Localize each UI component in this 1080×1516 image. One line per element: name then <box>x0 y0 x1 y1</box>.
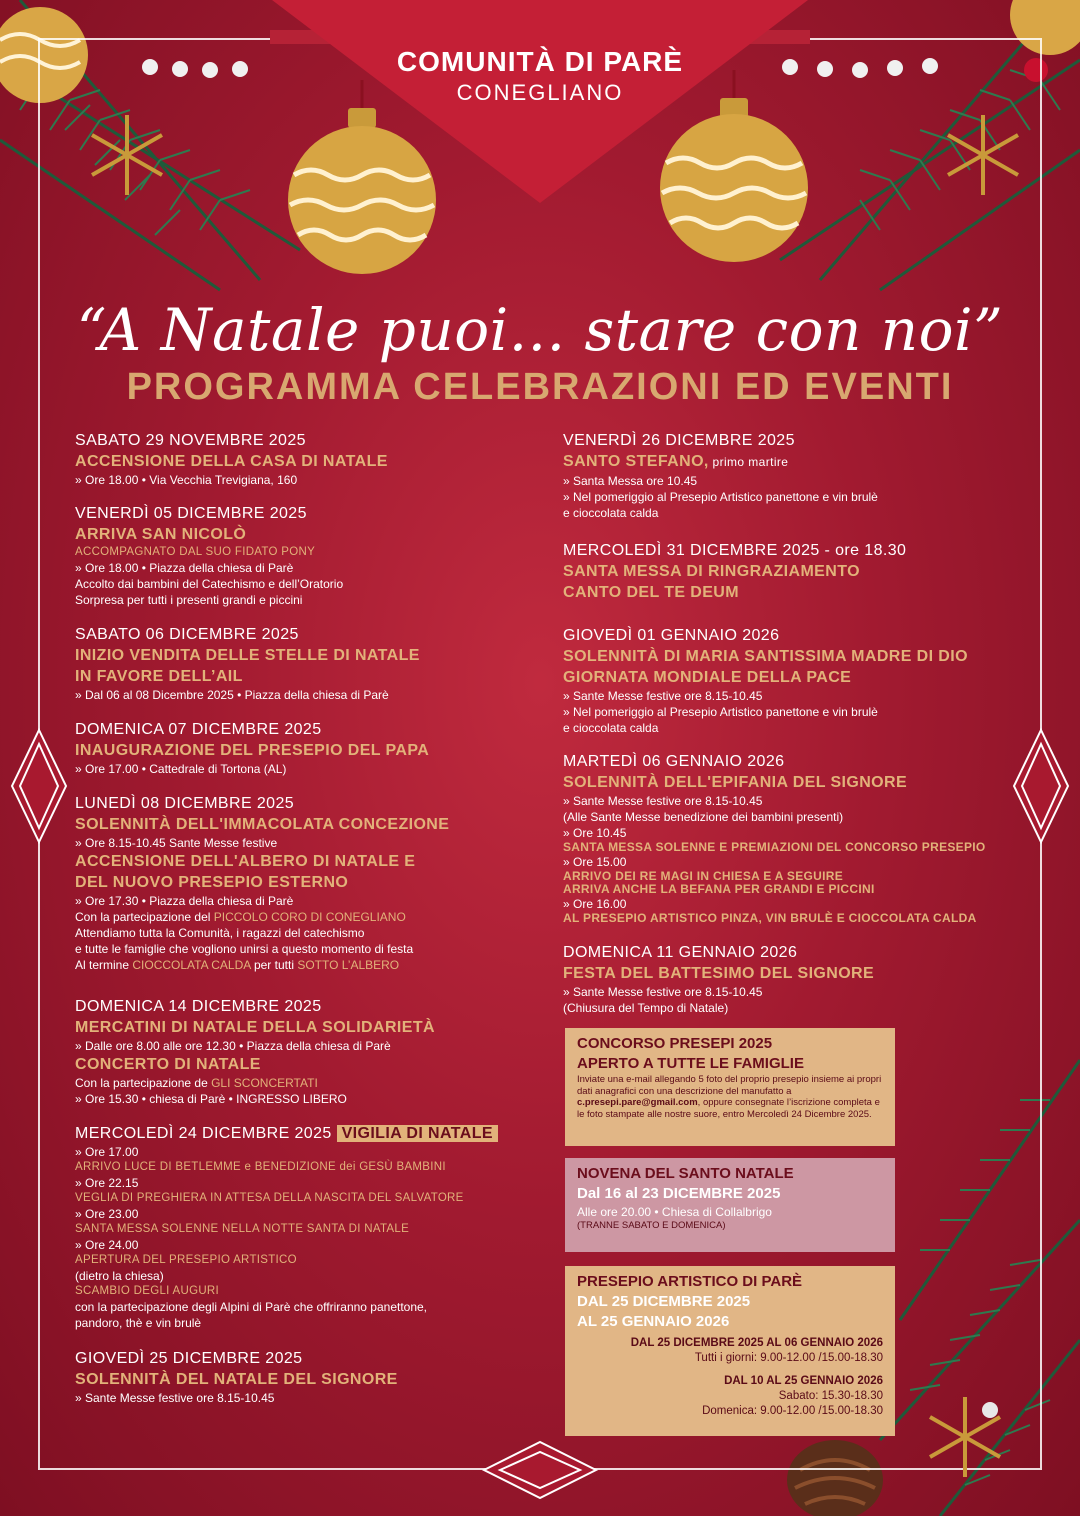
event-08-dic <box>75 794 535 973</box>
event-detail: (dietro la chiesa) <box>75 1269 164 1283</box>
event-title: FESTA DEL BATTESIMO DEL SIGNORE <box>563 965 875 982</box>
event-title: IN FAVORE DELL’AIL <box>75 668 243 685</box>
event-subtitle: SANTA MESSA SOLENNE E PREMIAZIONI DEL CONCORSO PRESEPIO <box>563 840 986 854</box>
event-date: VENERDÌ 05 DICEMBRE 2025 <box>75 505 307 522</box>
event-date <box>75 1124 545 1144</box>
box-dates: DAL 25 DICEMBRE 2025 <box>577 1293 751 1310</box>
event-title: DEL NUOVO PRESEPIO ESTERNO <box>75 874 349 891</box>
event-11-gen <box>563 943 1023 1016</box>
hours-period: DAL 25 DICEMBRE 2025 AL 06 GENNAIO 2026 <box>630 1337 883 1349</box>
title-text: SANTO STEFANO, <box>563 453 709 470</box>
event-detail: Accolto dai bambini del Catechismo e dell’Oratorio <box>75 577 344 591</box>
event-29-nov <box>75 431 535 488</box>
event-title: SOLENNITÀ DI MARIA SANTISSIMA MADRE DI DIO <box>563 648 968 665</box>
text: Al termine <box>75 958 133 972</box>
box-paragraph <box>577 1074 883 1120</box>
event-time: » Ore 22.15 <box>75 1176 139 1190</box>
choir-name: PICCOLO CORO DI CONEGLIANO <box>213 910 406 924</box>
event-25-dic <box>75 1349 535 1406</box>
event-detail: » Ore 15.30 • chiesa di Parè • INGRESSO LIBERO <box>75 1092 347 1106</box>
box-dates: Dal 16 al 23 DICEMBRE 2025 <box>577 1185 781 1202</box>
event-time: » Ore 16.00 <box>563 897 627 911</box>
hours-detail: Domenica: 9.00-12.00 /15.00-18.30 <box>702 1405 883 1417</box>
event-time: » Ore 23.00 <box>75 1207 139 1221</box>
community-title: COMUNITÀ DI PARÈ <box>396 46 684 77</box>
community-subtitle: CONEGLIANO <box>456 80 624 105</box>
event-title: GIORNATA MONDIALE DELLA PACE <box>563 669 852 686</box>
event-detail: » Dal 06 al 08 Dicembre 2025 • Piazza della chiesa di Parè <box>75 688 389 702</box>
event-time: » Ore 10.45 <box>563 826 627 840</box>
event-detail: e cioccolata calda <box>563 721 659 735</box>
hours-detail: Tutti i giorni: 9.00-12.00 /15.00-18.30 <box>694 1352 883 1364</box>
event-title: INAUGURAZIONE DEL PRESEPIO DEL PAPA <box>75 742 430 759</box>
event-title: INIZIO VENDITA DELLE STELLE DI NATALE <box>75 647 420 664</box>
event-subtitle: APERTURA DEL PRESEPIO ARTISTICO <box>75 1254 297 1266</box>
event-title: ACCENSIONE DELL'ALBERO DI NATALE E <box>75 853 416 870</box>
event-title: MERCATINI DI NATALE DELLA SOLIDARIETÀ <box>75 1019 435 1036</box>
event-detail: Attendiamo tutta la Comunità, i ragazzi del catechismo <box>75 926 365 940</box>
diamond-ornament-bottom-icon <box>482 1440 598 1500</box>
event-24-dic <box>75 1124 545 1331</box>
event-title: SOLENNITÀ DELL'EPIFANIA DEL SIGNORE <box>563 774 908 791</box>
event-subtitle: ACCOMPAGNATO DAL SUO FIDATO PONY <box>75 546 316 558</box>
event-date: SABATO 06 DICEMBRE 2025 <box>75 626 299 643</box>
event-06-gen <box>563 752 1023 925</box>
event-subtitle: SANTA MESSA SOLENNE NELLA NOTTE SANTA DI NATALE <box>75 1223 410 1235</box>
date-text: MERCOLEDÌ 24 DICEMBRE 2025 <box>75 1125 332 1142</box>
event-subtitle: ARRIVO LUCE DI BETLEMME e BENEDIZIONE dei GESÙ BAMBINI <box>75 1161 446 1173</box>
event-subtitle: ARRIVA ANCHE LA BEFANA PER GRANDI E PICCINI <box>563 882 875 896</box>
presepio-artistico-box <box>565 1266 895 1436</box>
event-detail: Sorpresa per tutti i presenti grandi e piccini <box>75 593 303 607</box>
event-subtitle: SCAMBIO DEGLI AUGURI <box>75 1285 220 1297</box>
box-note: (TRANNE SABATO E DOMENICA) <box>577 1220 726 1231</box>
event-detail: pandoro, thè e vin brulè <box>75 1316 202 1330</box>
hours-detail: Sabato: 15.30-18.30 <box>778 1390 883 1402</box>
box-title: PRESEPIO ARTISTICO DI PARÈ <box>577 1273 803 1290</box>
event-detail: » Nel pomeriggio al Presepio Artistico panettone e vin brulè <box>563 490 878 504</box>
gold-ornament-right-icon <box>656 70 812 270</box>
event-title: CONCERTO DI NATALE <box>75 1056 261 1073</box>
event-time: » Ore 17.00 <box>75 1145 139 1159</box>
program-title: PROGRAMMA CELEBRAZIONI ED EVENTI <box>126 366 954 408</box>
event-05-dic <box>75 504 535 608</box>
gold-ornament-left-icon <box>284 80 440 280</box>
snowflake-bottom-icon <box>920 1392 1010 1482</box>
box-title: APERTO A TUTTE LE FAMIGLIE <box>577 1055 804 1072</box>
event-detail: e tutte le famiglie che vogliono unirsi a questo momento di festa <box>75 942 414 956</box>
box-detail: Alle ore 20.00 • Chiesa di Collalbrigo <box>577 1205 772 1219</box>
box-dates: AL 25 GENNAIO 2026 <box>577 1313 730 1330</box>
title-small: primo martire <box>708 455 789 469</box>
event-detail: » Sante Messe festive ore 8.15-10.45 <box>563 985 763 999</box>
hours-period: DAL 10 AL 25 GENNAIO 2026 <box>724 1375 883 1387</box>
text: Con la partecipazione de <box>75 1076 212 1090</box>
event-date: DOMENICA 07 DICEMBRE 2025 <box>75 721 322 738</box>
event-title <box>563 451 1023 473</box>
event-date: GIOVEDÌ 25 DICEMBRE 2025 <box>75 1350 303 1367</box>
event-date: GIOVEDÌ 01 GENNAIO 2026 <box>563 627 780 644</box>
event-title: SOLENNITÀ DEL NATALE DEL SIGNORE <box>75 1371 398 1388</box>
event-01-gen <box>563 626 1023 736</box>
event-time: » Ore 15.00 <box>563 855 627 869</box>
event-subtitle: AL PRESEPIO ARTISTICO PINZA, VIN BRULÈ E CIOCCOLATA CALDA <box>563 911 977 925</box>
event-26-dic <box>563 431 1023 521</box>
diamond-ornament-left-icon <box>10 728 68 844</box>
text: , oppure consegnate l’iscrizione completa e le foto stampate alle nostre suore, entro Mercoledì 24 Dicembre 2025. <box>577 1097 880 1120</box>
event-detail: (Alle Sante Messe benedizione dei bambini presenti) <box>563 810 844 824</box>
vigilia-badge: VIGILIA DI NATALE <box>337 1125 498 1142</box>
event-date: DOMENICA 11 GENNAIO 2026 <box>563 944 798 961</box>
highlight: CIOCCOLATA CALDA <box>132 958 251 972</box>
event-subtitle: ARRIVO DEI RE MAGI IN CHIESA E A SEGUIRE <box>563 869 844 883</box>
email-link[interactable]: c.presepi.pare@gmail.com <box>577 1097 698 1108</box>
event-detail: » Ore 18.00 • Piazza della chiesa di Parè <box>75 561 294 575</box>
event-title: SOLENNITÀ DELL'IMMACOLATA CONCEZIONE <box>75 816 450 833</box>
event-detail: (Chiusura del Tempo di Natale) <box>563 1001 729 1015</box>
event-date: SABATO 29 NOVEMBRE 2025 <box>75 432 306 449</box>
event-detail: » Ore 8.15-10.45 Sante Messe festive <box>75 836 278 850</box>
group-name: GLI SCONCERTATI <box>211 1076 318 1090</box>
event-title: ACCENSIONE DELLA CASA DI NATALE <box>75 453 388 470</box>
event-detail: » Ore 17.00 • Cattedrale di Tortona (AL) <box>75 762 287 776</box>
event-subtitle: VEGLIA DI PREGHIERA IN ATTESA DELLA NASCITA DEL SALVATORE <box>75 1192 464 1204</box>
event-detail <box>75 957 535 973</box>
event-06-dic <box>75 625 535 703</box>
box-title: CONCORSO PRESEPI 2025 <box>577 1035 773 1052</box>
event-time: » Ore 24.00 <box>75 1238 139 1252</box>
event-date: DOMENICA 14 DICEMBRE 2025 <box>75 998 322 1015</box>
concorso-presepi-box <box>565 1028 895 1146</box>
event-title: CANTO DEL TE DEUM <box>563 584 739 601</box>
text: Inviate una e-mail allegando 5 foto del proprio presepio insieme ai propri dati anagrafici con una descrizione del manufatto a <box>577 1074 882 1097</box>
event-detail: e cioccolata calda <box>563 506 659 520</box>
event-detail: con la partecipazione degli Alpini di Parè che offriranno panettone, <box>75 1300 428 1314</box>
text: per tutti <box>250 958 298 972</box>
script-headline: “A Natale puoi... stare con noi” <box>76 296 1004 364</box>
event-date: MARTEDÌ 06 GENNAIO 2026 <box>563 753 785 770</box>
event-07-dic <box>75 720 535 777</box>
event-14-dic <box>75 997 535 1107</box>
event-title: ARRIVA SAN NICOLÒ <box>75 526 247 543</box>
event-detail: » Dalle ore 8.00 alle ore 12.30 • Piazza della chiesa di Parè <box>75 1039 391 1053</box>
text: Con la partecipazione del <box>75 910 214 924</box>
event-date: MERCOLEDÌ 31 DICEMBRE 2025 - ore 18.30 <box>563 542 907 559</box>
event-detail: » Nel pomeriggio al Presepio Artistico panettone e vin brulè <box>563 705 878 719</box>
event-date: VENERDÌ 26 DICEMBRE 2025 <box>563 432 795 449</box>
event-title: SANTA MESSA DI RINGRAZIAMENTO <box>563 563 860 580</box>
event-detail: » Santa Messa ore 10.45 <box>563 474 698 488</box>
event-date: LUNEDÌ 08 DICEMBRE 2025 <box>75 795 295 812</box>
event-detail <box>75 909 535 925</box>
novena-box <box>565 1158 895 1252</box>
highlight: SOTTO L’ALBERO <box>297 958 400 972</box>
event-detail <box>75 1075 535 1091</box>
box-title: NOVENA DEL SANTO NATALE <box>577 1165 794 1182</box>
event-detail: » Sante Messe festive ore 8.15-10.45 <box>563 689 763 703</box>
event-detail: » Sante Messe festive ore 8.15-10.45 <box>75 1391 275 1405</box>
snowflake-right-icon <box>938 110 1028 200</box>
event-31-dic <box>563 541 1023 603</box>
event-detail: » Ore 17.30 • Piazza della chiesa di Parè <box>75 894 294 908</box>
event-detail: » Sante Messe festive ore 8.15-10.45 <box>563 794 763 808</box>
event-detail: » Ore 18.00 • Via Vecchia Trevigiana, 160 <box>75 473 298 487</box>
pearl-garland-icon <box>140 55 960 85</box>
snowflake-left-icon <box>82 110 172 200</box>
